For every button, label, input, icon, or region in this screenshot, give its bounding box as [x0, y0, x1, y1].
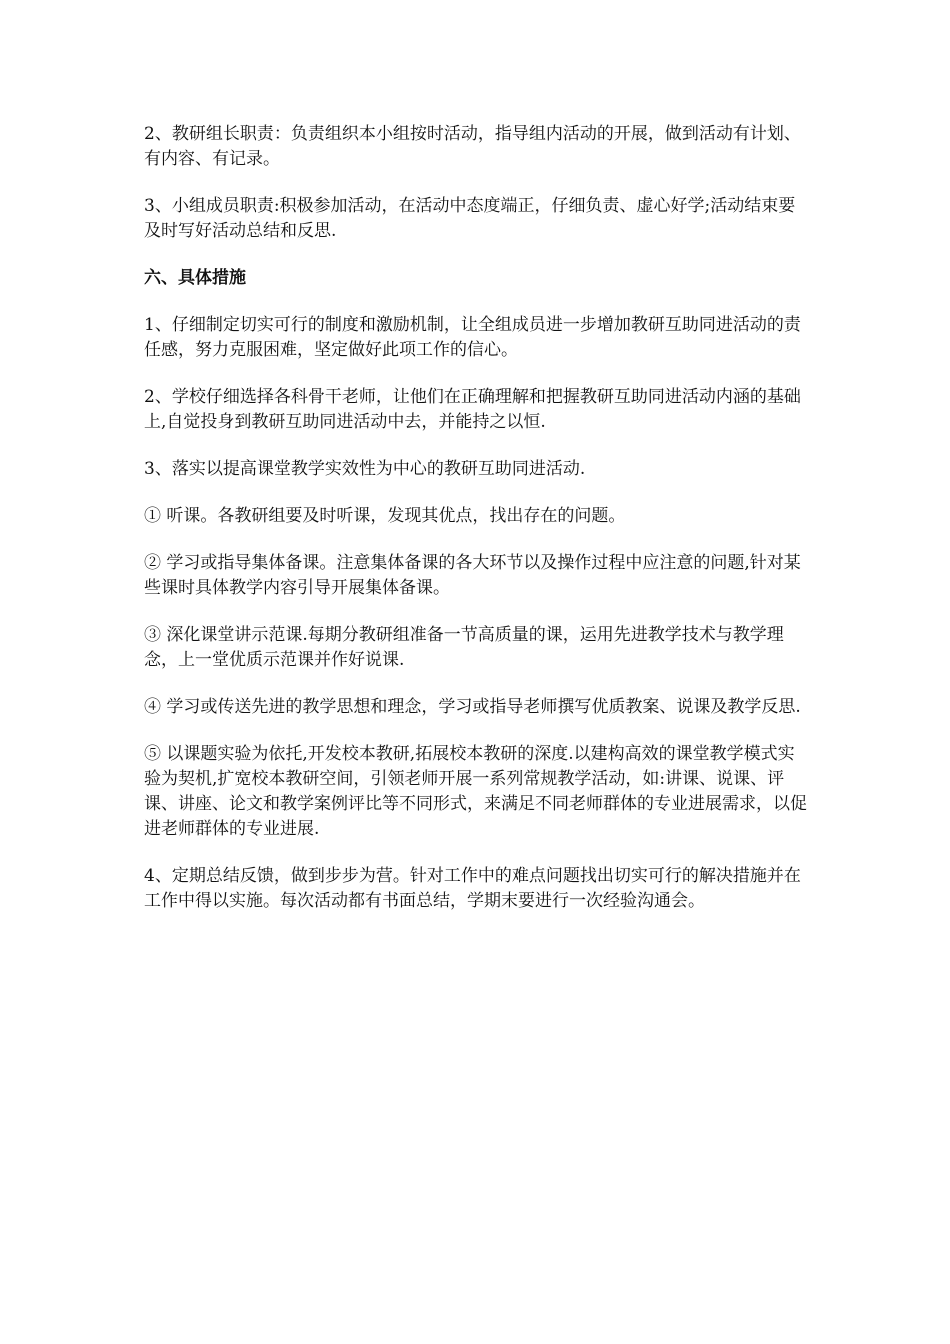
paragraph-item-4: ④ 学习或传送先进的教学思想和理念，学习或指导老师撰写优质教案、说课及教学反思.	[144, 697, 801, 717]
section-heading: 六、具体措施	[144, 268, 246, 288]
paragraph-measure-1: 1、仔细制定切实可行的制度和激励机制，让全组成员进一步增加教研互助同进活动的责任感，努力克服困难，坚定做好此项工作的信心。	[144, 315, 801, 360]
paragraph-measure-4: 4、定期总结反馈，做到步步为营。针对工作中的难点问题找出切实可行的解决措施并在工作中得以实施。每次活动都有书面总结，学期末要进行一次经验沟通会。	[144, 866, 801, 911]
paragraph-item-1: ① 听课。各教研组要及时听课，发现其优点，找出存在的问题。	[144, 506, 626, 526]
paragraph-item-5: ⑤ 以课题实验为依托,开发校本教研,拓展校本教研的深度.以建构高效的课堂教学模式实验为契机,扩宽校本教研空间，引领老师开展一系列常规教学活动，如:讲课、说课、评课、讲座、论文和教学案例评比等不同形式，来满足不同老师群体的专业进展需求，以促进老师群体的专业进展.	[144, 744, 807, 839]
paragraph-item-3: ③ 深化课堂讲示范课.每期分教研组准备一节高质量的课，运用先进教学技术与教学理念，上一堂优质示范课并作好说课.	[144, 625, 784, 670]
paragraph-item-2: ② 学习或指导集体备课。注意集体备课的各大环节以及操作过程中应注意的问题,针对某些课时具体教学内容引导开展集体备课。	[144, 553, 801, 598]
paragraph-leader-duties: 2、教研组长职责：负责组织本小组按时活动，指导组内活动的开展，做到活动有计划、有内容、有记录。	[144, 124, 801, 169]
paragraph-measure-3: 3、落实以提高课堂教学实效性为中心的教研互助同进活动.	[144, 459, 586, 479]
paragraph-measure-2: 2、学校仔细选择各科骨干老师，让他们在正确理解和把握教研互助同进活动内涵的基础上,自觉投身到教研互助同进活动中去，并能持之以恒.	[144, 387, 801, 432]
document-body	[144, 122, 808, 936]
paragraph-member-duties: 3、小组成员职责:积极参加活动，在活动中态度端正，仔细负责、虚心好学;活动结束要及时写好活动总结和反思.	[144, 196, 796, 241]
